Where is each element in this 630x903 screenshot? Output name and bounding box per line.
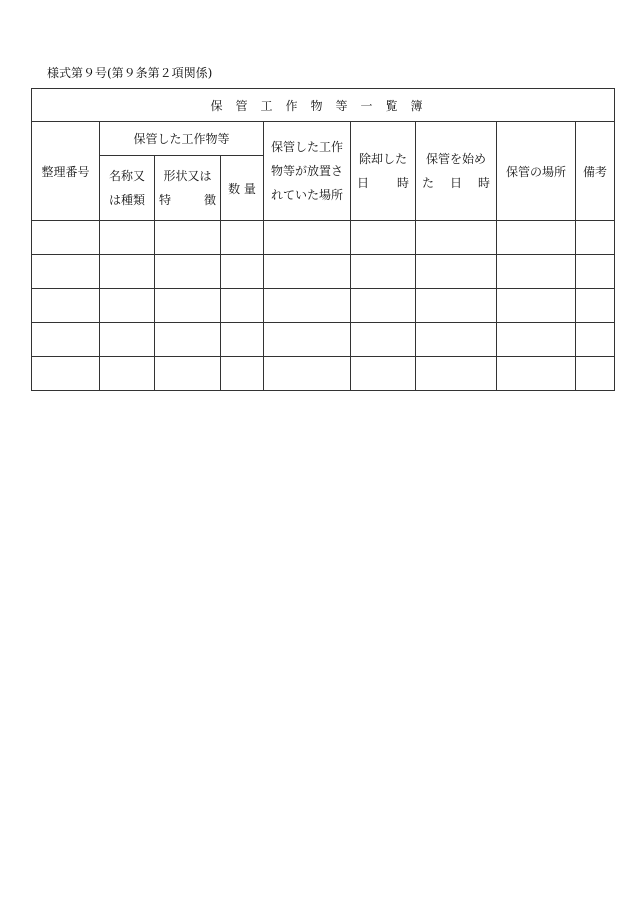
header-shape-toku: 特 — [159, 193, 172, 207]
table-cell[interactable] — [100, 289, 155, 323]
table-cell[interactable] — [576, 221, 615, 255]
table-cell[interactable] — [416, 323, 497, 357]
table-cell[interactable] — [576, 289, 615, 323]
table-cell[interactable] — [351, 255, 416, 289]
table-cell[interactable] — [416, 255, 497, 289]
table-cell[interactable] — [221, 289, 264, 323]
table-cell[interactable] — [221, 323, 264, 357]
header-storage-start-line2 — [416, 171, 496, 195]
table-cell[interactable] — [497, 357, 576, 391]
table-cell[interactable] — [221, 221, 264, 255]
table-cell[interactable] — [32, 289, 100, 323]
table-cell[interactable] — [100, 221, 155, 255]
header-removed-line1: 除却した — [358, 152, 407, 166]
table-cell[interactable] — [351, 289, 416, 323]
header-left-location-line1: 保管した工作 — [270, 140, 343, 154]
form-number-label: 様式第９号(第９条第２項関係) — [47, 66, 213, 80]
header-shape-cho: 徴 — [203, 193, 216, 207]
table-cell[interactable] — [264, 255, 351, 289]
table-cell[interactable] — [497, 289, 576, 323]
table-cell[interactable] — [100, 255, 155, 289]
table-cell[interactable] — [416, 357, 497, 391]
table-cell[interactable] — [351, 221, 416, 255]
header-storage-start-datetime — [416, 122, 497, 221]
table-cell[interactable] — [32, 221, 100, 255]
header-removed-datetime — [351, 122, 416, 221]
table-cell[interactable] — [221, 357, 264, 391]
table-row — [32, 357, 615, 391]
header-storage-place: 保管の場所 — [497, 122, 576, 221]
header-name-or-type-line1: 名称又 — [108, 169, 145, 183]
header-storage-start-day: 日 — [449, 176, 462, 190]
ledger-body — [32, 221, 615, 391]
header-storage-start-ta: た — [422, 176, 435, 190]
table-cell[interactable] — [497, 323, 576, 357]
header-removed-line2 — [351, 171, 415, 195]
table-cell[interactable] — [155, 323, 221, 357]
header-quantity: 数 量 — [221, 156, 264, 221]
header-left-location-line3: れていた場所 — [270, 188, 343, 202]
table-cell[interactable] — [264, 221, 351, 255]
ledger-title: 保管工作物等一覧簿 — [32, 89, 615, 122]
table-cell[interactable] — [351, 323, 416, 357]
table-cell[interactable] — [497, 221, 576, 255]
table-row — [32, 221, 615, 255]
table-cell[interactable] — [32, 323, 100, 357]
table-row — [32, 255, 615, 289]
header-shape-or-feature-line2 — [155, 188, 220, 212]
header-shape-or-feature-line1: 形状又は — [163, 169, 212, 183]
header-shape-or-feature — [155, 156, 221, 221]
table-cell[interactable] — [351, 357, 416, 391]
table-cell[interactable] — [155, 221, 221, 255]
table-cell[interactable] — [155, 357, 221, 391]
header-name-or-type-line2: は種類 — [108, 193, 145, 207]
table-cell[interactable] — [221, 255, 264, 289]
table-cell[interactable] — [576, 323, 615, 357]
table-cell[interactable] — [264, 323, 351, 357]
table-cell[interactable] — [264, 357, 351, 391]
table-cell[interactable] — [100, 357, 155, 391]
table-cell[interactable] — [576, 255, 615, 289]
table-cell[interactable] — [497, 255, 576, 289]
header-serial-number: 整理番号 — [32, 122, 100, 221]
table-row — [32, 323, 615, 357]
table-cell[interactable] — [32, 357, 100, 391]
header-remarks: 備考 — [576, 122, 615, 221]
header-storage-start-line1: 保管を始め — [425, 152, 486, 166]
header-left-location — [264, 122, 351, 221]
header-stored-items-group: 保管した工作物等 — [100, 122, 264, 156]
table-cell[interactable] — [576, 357, 615, 391]
table-cell[interactable] — [32, 255, 100, 289]
table-cell[interactable] — [155, 289, 221, 323]
header-removed-day: 日 — [357, 176, 370, 190]
header-left-location-line2: 物等が放置さ — [270, 164, 343, 178]
table-row — [32, 289, 615, 323]
header-storage-start-time: 時 — [477, 176, 490, 190]
table-cell[interactable] — [100, 323, 155, 357]
header-removed-time: 時 — [396, 176, 409, 190]
table-cell[interactable] — [416, 221, 497, 255]
header-name-or-type — [100, 156, 155, 221]
table-cell[interactable] — [416, 289, 497, 323]
table-cell[interactable] — [155, 255, 221, 289]
storage-ledger-table — [31, 88, 615, 391]
table-cell[interactable] — [264, 289, 351, 323]
